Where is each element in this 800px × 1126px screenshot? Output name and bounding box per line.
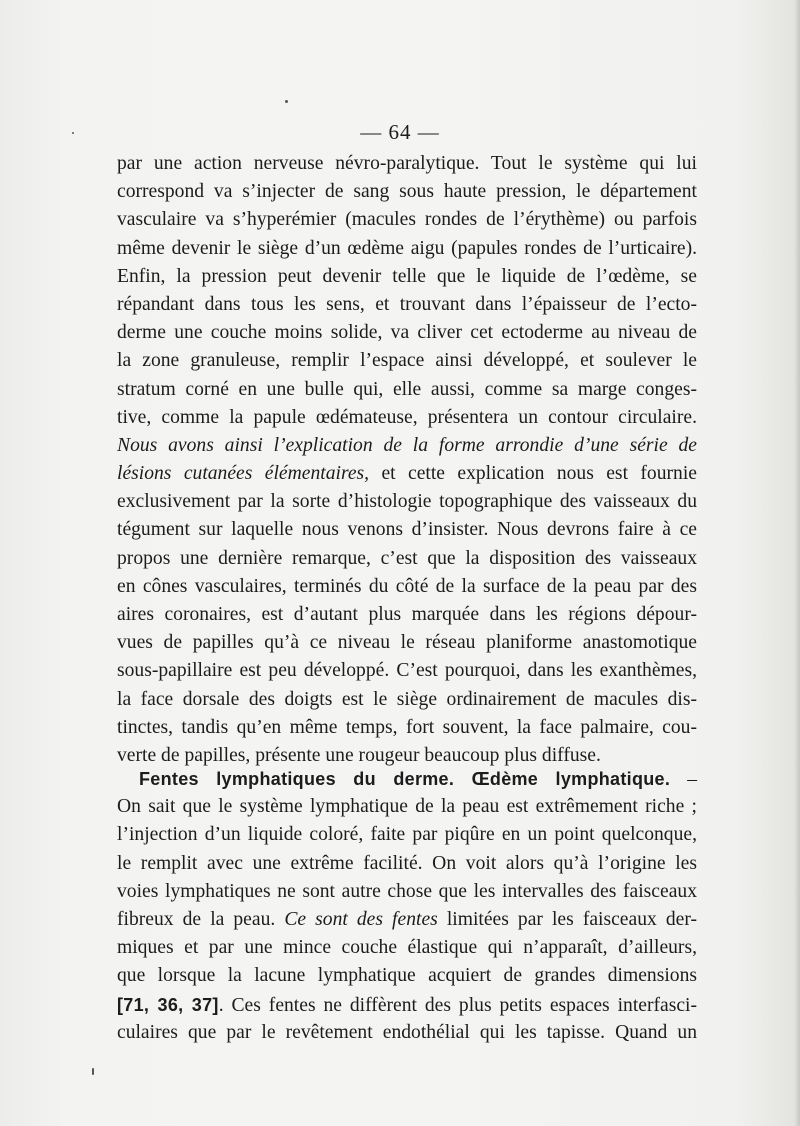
text-line: On sait que le système lymphatique de la peau est extrêmement riche ; (117, 796, 697, 818)
text-line: en cônes vasculaires, terminés du côté de la surface de la peau par des (117, 575, 697, 597)
citation-refs: [71, 36, 37] (117, 994, 219, 1015)
text-line (117, 432, 697, 460)
text-line: verte de papilles, présente une rougeur beaucoup plus diffuse. (117, 744, 601, 766)
text-line: répandant dans tous les sens, et trouvant dans l’épaisseur de l’ecto- (117, 293, 697, 315)
text-line: Enfin, la pression peut devenir telle que le liquide de l’œdème, se (117, 265, 697, 287)
text-line (117, 906, 697, 934)
italic-phrase: lésions cutanées élémentaires, (117, 463, 370, 485)
text-run: et cette explication nous est fournie (369, 463, 697, 485)
italic-phrase: Ce sont des fentes (284, 908, 438, 930)
text-run: limitées par les faisceaux der- (437, 908, 697, 930)
text-line: exclusivement par la sorte d’histologie topographique des vaisseaux du (117, 491, 697, 513)
text-line: stratum corné en une bulle qui, elle aussi, comme sa marge conges- (117, 378, 697, 400)
text-line: par une action nerveuse névro-paralytique. Tout le système qui lui (117, 153, 697, 174)
text-line: culaires que par le revêtement endothélial qui les tapisse. Quand un (117, 1021, 697, 1043)
text-line: sous-papillaire est peu développé. C’est pourquoi, dans les exanthèmes, (117, 660, 697, 682)
text-line: vasculaire va s’hyperémier (macules rondes de l’érythème) ou parfois (117, 209, 697, 231)
page-edge-shadow (794, 0, 800, 1126)
text-line: correspond va s’injecter de sang sous haute pression, le département (117, 181, 697, 203)
text-run: fibreux de la peau. (117, 908, 285, 930)
text-line (117, 991, 697, 1019)
text-line: aires coronaires, est d’autant plus marquée dans les régions dépour- (117, 604, 697, 625)
heading-dash: – (670, 769, 697, 790)
text-line: propos une dernière remarque, c’est que la disposition des vaisseaux (117, 547, 697, 569)
section-heading-line (117, 765, 697, 793)
paragraph-lymphatic (117, 765, 697, 1047)
text-line: que lorsque la lacune lymphatique acquiert de grandes dimensions (117, 965, 697, 987)
text-line: la zone granuleuse, remplir l’espace ainsi développé, et soulever le (117, 350, 697, 372)
ink-speck (92, 1068, 94, 1075)
page-number: — 64 — (360, 120, 440, 144)
text-line: voies lymphatiques ne sont autre chose que les intervalles des faisceaux (117, 880, 697, 902)
ink-speck (285, 100, 288, 103)
text-line: tinctes, tandis qu’en même temps, fort souvent, la face palmaire, cou- (117, 716, 697, 738)
text-line: vues de papilles qu’à ce niveau le réseau planiforme anastomotique (117, 632, 697, 654)
text-run: . Ces fentes ne diffèrent des plus petits espaces interfasci- (218, 994, 697, 1016)
text-line: même devenir le siège d’un œdème aigu (papules rondes de l’urticaire). (117, 237, 697, 259)
text-line: la face dorsale des doigts est le siège ordinairement de macules dis- (117, 688, 697, 710)
text-line: l’injection d’un liquide coloré, faite par piqûre en un point quelconque, (117, 824, 697, 846)
text-line: tégument sur laquelle nous venons d’insister. Nous devrons faire à ce (117, 519, 697, 541)
italic-phrase: Nous avons ainsi l’explication de la forme arrondie d’une série de (117, 434, 697, 456)
text-line: le remplit avec une extrême facilité. On voit alors qu’à l’origine les (117, 852, 697, 874)
text-line: tive, comme la papule œdémateuse, présentera un contour circulaire. (117, 406, 697, 428)
section-heading: Fentes lymphatiques du derme. Œdème lymphatique. (139, 769, 671, 789)
paragraph-vascular (117, 150, 697, 770)
text-line: derme une couche moins solide, va cliver cet ectoderme au niveau de (117, 322, 697, 344)
text-line (117, 460, 697, 488)
text-line: miques et par une mince couche élastique qui n’apparaît, d’ailleurs, (117, 937, 697, 959)
